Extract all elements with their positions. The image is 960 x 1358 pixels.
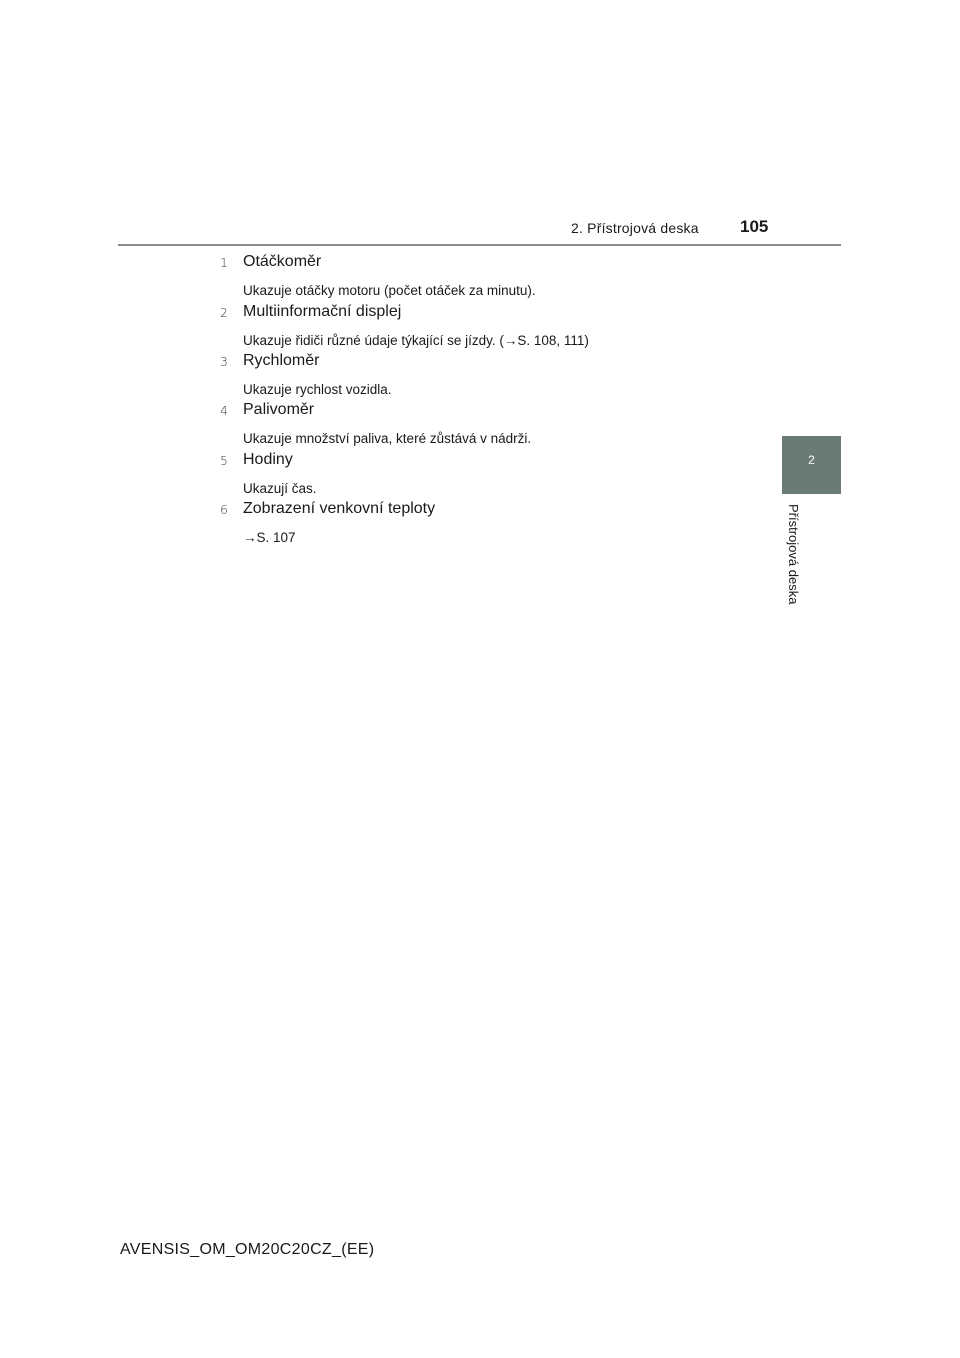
- chapter-tab-number: 2: [808, 453, 815, 467]
- chapter-tab-label: Přístrojová deska: [786, 504, 801, 605]
- item-title: Multiinformační displej: [243, 303, 402, 320]
- item-title: Rychloměr: [243, 352, 320, 369]
- item-title: Palivoměr: [243, 401, 315, 418]
- item-description: Ukazuje množství paliva, které zůstává v nádrži.: [243, 431, 532, 446]
- item-description-link[interactable]: →S. 107: [243, 530, 296, 545]
- chapter-tab[interactable]: [782, 436, 841, 494]
- header-divider: [118, 244, 841, 246]
- item-title: Hodiny: [243, 451, 293, 468]
- item-description: Ukazují čas.: [243, 481, 317, 496]
- item-number-badge: 2: [220, 306, 228, 320]
- item-number-badge: 1: [220, 256, 228, 270]
- document-code: AVENSIS_OM_OM20C20CZ_(EE): [120, 1241, 375, 1258]
- item-title: Zobrazení venkovní teploty: [243, 500, 436, 517]
- item-number-badge: 3: [220, 355, 228, 369]
- item-description: Ukazuje otáčky motoru (počet otáček za minutu).: [243, 283, 536, 298]
- section-title: 2. Přístrojová deska: [571, 220, 699, 236]
- item-number-badge: 6: [220, 503, 228, 517]
- item-description-link[interactable]: Ukazuje řidiči různé údaje týkající se jízdy. (→S. 108, 111): [243, 333, 589, 348]
- item-description: Ukazuje rychlost vozidla.: [243, 382, 392, 397]
- item-number-badge: 5: [220, 454, 228, 468]
- item-title: Otáčkoměr: [243, 253, 322, 270]
- item-number-badge: 4: [220, 404, 228, 418]
- page-number: 105: [740, 217, 769, 236]
